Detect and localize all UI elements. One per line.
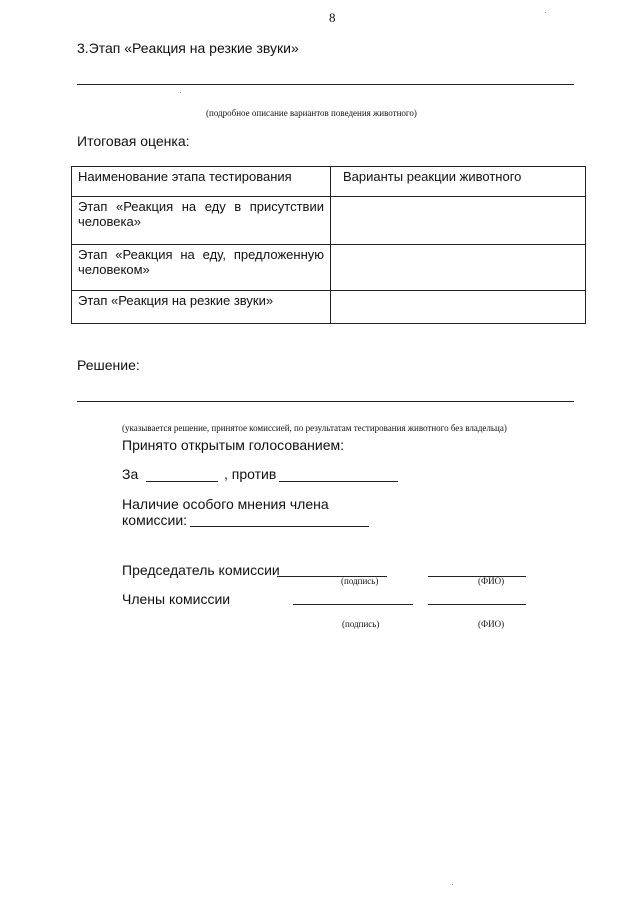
stage3-heading: 3.Этап «Реакция на резкие звуки» [77,40,299,56]
members-fio-caption: (ФИО) [478,619,505,629]
table-cell: Этап «Реакция на резкие звуки» [72,291,331,324]
decision-label: Решение: [77,357,140,373]
table-row [72,245,586,291]
members-fio-field[interactable] [428,604,526,605]
opinion-field[interactable] [190,526,369,527]
table-row [72,291,586,324]
vote-against-label: , против [224,466,277,482]
table-header-cell: Наименование этапа тестирования [72,167,331,197]
vote-for-label: За [122,466,139,482]
vote-against-field[interactable] [279,481,398,482]
scan-speck [180,92,181,93]
opinion-label-line1: Наличие особого мнения члена [122,496,329,512]
table-cell[interactable] [331,245,586,291]
table-header-cell: Варианты реакции животного [331,167,586,197]
table-cell: Этап «Реакция на еду, предложенную человеком» [72,245,331,291]
chairman-fio-field[interactable] [428,576,526,577]
decision-caption: (указывается решение, принятое комиссией, по результатам тестирования животного без владельца) [122,423,507,433]
opinion-label-line2: комиссии: [122,512,188,528]
total-label: Итоговая оценка: [77,133,190,149]
members-signature-field[interactable] [293,604,413,605]
decision-line [77,401,574,402]
members-signature-caption: (подпись) [342,619,380,629]
chairman-signature-caption: (подпись) [341,576,379,586]
scan-speck [452,884,453,885]
table-cell: Этап «Реакция на еду в присутствии человека» [72,197,331,245]
table-cell[interactable] [331,197,586,245]
page-number: 8 [329,10,336,25]
behavior-description-line [77,84,574,85]
table-cell[interactable] [331,291,586,324]
scan-speck [545,12,546,13]
table-header-row [72,167,586,197]
chairman-fio-caption: (ФИО) [478,576,505,586]
behavior-caption: (подробное описание вариантов поведения животного) [206,108,417,118]
table-row [72,197,586,245]
chairman-label: Председатель комиссии [122,562,280,578]
vote-label: Принято открытым голосованием: [122,437,345,453]
evaluation-table [71,166,586,324]
members-label: Члены комиссии [122,591,231,607]
vote-for-field[interactable] [146,481,218,482]
